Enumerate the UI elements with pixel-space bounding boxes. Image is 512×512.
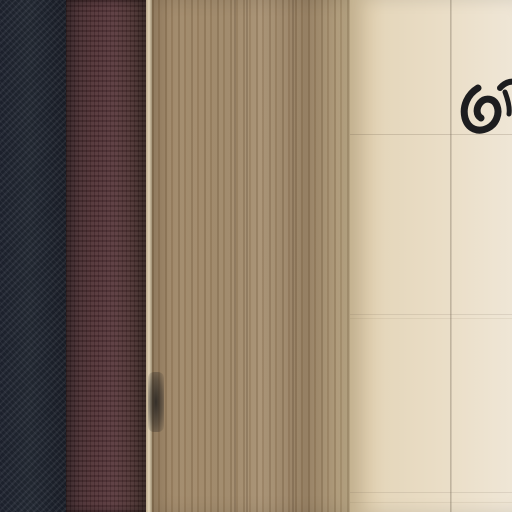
page-gridline-horizontal <box>350 134 512 135</box>
page-crease <box>234 0 236 512</box>
page-crease <box>246 0 248 512</box>
page-gridline-horizontal <box>350 314 512 315</box>
stacked-page-edges <box>152 0 350 512</box>
page-gridline-horizontal <box>350 492 512 493</box>
page-edge-damage <box>148 372 164 432</box>
page-crease <box>292 0 294 512</box>
open-page-surface <box>350 0 512 512</box>
book-cover-board <box>0 0 66 512</box>
page-gridline-vertical <box>450 0 452 512</box>
book-spine-edge <box>66 0 146 512</box>
